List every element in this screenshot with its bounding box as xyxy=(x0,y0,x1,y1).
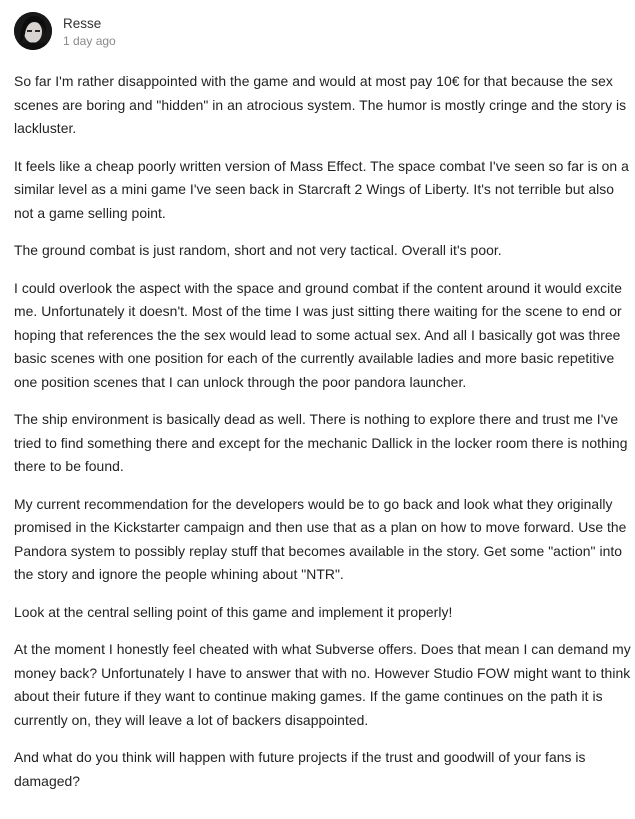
comment-paragraph: Look at the central selling point of this game and implement it properly! xyxy=(14,603,453,620)
comment-header xyxy=(14,12,116,52)
comment-paragraph: So far I'm rather disappointed with the game and would at most pay 10€ for that because the sex scenes are boring and "hidden" in an atrocious system. The humor is mostly cringe and the story is lackluster. xyxy=(14,73,627,136)
comment-body xyxy=(14,70,632,807)
comment-paragraph: At the moment I honestly feel cheated with what Subverse offers. Does that mean I can demand my money back? Unfortunately I have to answer that with no. However Studio FOW might want to think about their future if they want to continue making games. If the game continues on the path it is currently on, they will leave a lot of backers disappointed. xyxy=(14,641,631,728)
comment-timestamp[interactable]: 1 day ago xyxy=(63,34,116,48)
comment-paragraph: It feels like a cheap poorly written version of Mass Effect. The space combat I've seen so far is on a similar level as a mini game I've seen back in Starcraft 2 Wings of Liberty. It's not terrible but also not a game selling point. xyxy=(14,157,629,221)
comment-paragraph: The ship environment is basically dead as well. There is nothing to explore there and trust me I've tried to find something there and except for the mechanic Dallick in the locker room there is nothing there to be found. xyxy=(14,411,628,474)
comment-paragraph: I could overlook the aspect with the space and ground combat if the content around it would excite me. Unfortunately it doesn't. Most of the time I was just sitting there waiting for the scene to end or hoping that references the the sex would lead to some actual sex. And all I basically got was three basic scenes with one position for each of the currently available ladies and more basic repetitive one position scenes that I can unlock through the poor pandora launcher. xyxy=(14,279,622,390)
author-name[interactable]: Resse xyxy=(63,16,102,31)
comment-meta xyxy=(63,12,116,50)
user-avatar-icon[interactable] xyxy=(14,12,52,50)
comment-paragraph: My current recommendation for the developers would be to go back and look what they originally promised in the Kickstarter campaign and then use that as a plan on how to move forward. Use the Pandora system to possibly replay stuff that becomes available in the story. Get some "action" into the story and ignore the people whining about "NTR". xyxy=(14,495,627,582)
comment-paragraph: The ground combat is just random, short and not very tactical. Overall it's poor. xyxy=(14,242,502,258)
comment-paragraph: And what do you think will happen with future projects if the trust and goodwill of your fans is damaged? xyxy=(14,749,586,789)
